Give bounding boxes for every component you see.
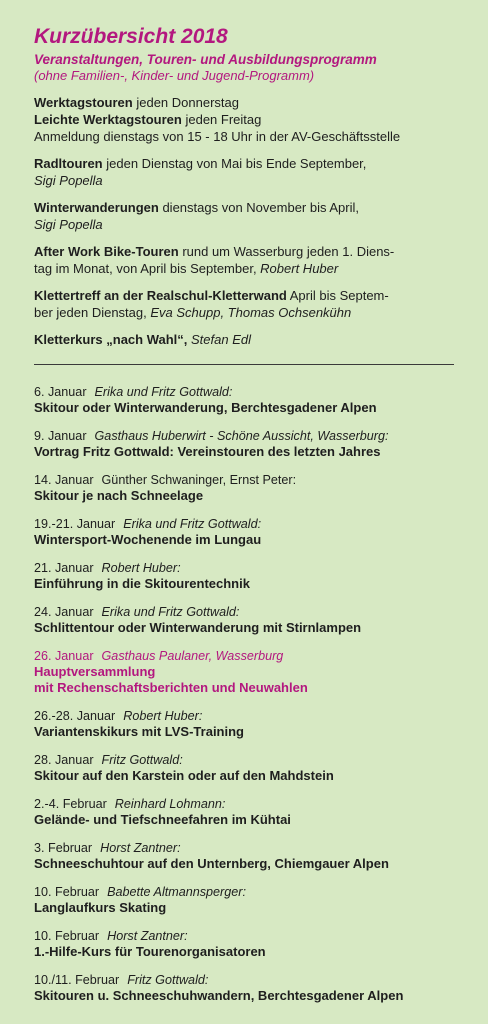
easy-weekday-tours-label: Leichte Werktagstouren (34, 112, 182, 127)
event-item (34, 605, 460, 636)
afterwork-bike-text: rund um Wasserburg jeden 1. Diens- (178, 244, 395, 259)
event-title: Skitouren u. Schneeschuhwandern, Berchtesgadener Alpen (34, 988, 404, 1003)
page-subtitle: Veranstaltungen, Touren- und Ausbildungsprogramm (34, 52, 377, 67)
event-organizer: Erika und Fritz Gottwald: (101, 605, 240, 619)
event-item (34, 753, 460, 784)
event-date: 9. Januar (34, 429, 87, 443)
event-title: 1.-Hilfe-Kurs für Tourenorganisatoren (34, 944, 266, 959)
climbing-course-label: Kletterkurs „nach Wahl“, (34, 332, 188, 347)
winter-hikes-leader: Sigi Popella (34, 217, 103, 232)
event-organizer: Gasthaus Paulaner, Wasserburg (101, 649, 284, 663)
event-date: 26. Januar (34, 649, 94, 663)
climbing-meet-text2: ber jeden Dienstag, (34, 305, 151, 320)
event-title: Einführung in die Skitourentechnik (34, 576, 250, 591)
event-date: 10./11. Februar (34, 973, 120, 987)
climbing-meet-label: Klettertreff an der Realschul-Kletterwand (34, 288, 287, 303)
section-divider (34, 364, 454, 365)
afterwork-bike-block (34, 243, 460, 277)
event-title: Langlaufkurs Skating (34, 900, 167, 915)
page-subnote: (ohne Familien-, Kinder- und Jugend-Programm) (34, 68, 315, 83)
easy-weekday-tours-text: jeden Freitag (181, 112, 262, 127)
bike-tours-block (34, 155, 460, 189)
registration-text: Anmeldung dienstags von 15 - 18 Uhr in der AV-Geschäftsstelle (34, 129, 401, 144)
bike-tours-text: jeden Dienstag von Mai bis Ende September, (102, 156, 367, 171)
event-date: 10. Februar (34, 929, 100, 943)
event-item (34, 973, 460, 1004)
event-organizer: Erika und Fritz Gottwald: (123, 517, 262, 531)
climbing-meet-text: April bis Septem- (286, 288, 389, 303)
event-title: Wintersport-Wochenende im Lungau (34, 532, 262, 547)
climbing-meet-leader: Eva Schupp, Thomas Ochsenkühn (150, 305, 352, 320)
event-organizer: Fritz Gottwald: (101, 753, 183, 767)
event-title: Schneeschuhtour auf den Unternberg, Chiemgauer Alpen (34, 856, 389, 871)
event-item (34, 385, 460, 416)
event-organizer: Babette Altmannsperger: (107, 885, 246, 899)
event-date: 19.-21. Januar (34, 517, 116, 531)
event-organizer: Gasthaus Huberwirt - Schöne Aussicht, Wasserburg: (94, 429, 389, 443)
weekday-tours-label: Werktagstouren (34, 95, 133, 110)
event-item (34, 561, 460, 592)
event-organizer: Robert Huber: (101, 561, 181, 575)
event-date: 14. Januar (34, 473, 94, 487)
event-item (34, 841, 460, 872)
weekday-tours-block (34, 94, 460, 145)
event-title: Skitour je nach Schneelage (34, 488, 204, 503)
event-organizer: Horst Zantner: (107, 929, 188, 943)
winter-hikes-label: Winterwanderungen (34, 200, 159, 215)
bike-tours-label: Radltouren (34, 156, 103, 171)
event-title-line2: mit Rechenschaftsberichten und Neuwahlen (34, 680, 308, 695)
afterwork-bike-leader: Robert Huber (260, 261, 339, 276)
event-date: 21. Januar (34, 561, 94, 575)
event-organizer: Günther Schwaninger, Ernst Peter: (101, 473, 297, 487)
event-date: 3. Februar (34, 841, 93, 855)
event-item (34, 517, 460, 548)
event-date: 26.-28. Januar (34, 709, 116, 723)
event-title: Vortrag Fritz Gottwald: Vereinstouren des letzten Jahres (34, 444, 381, 459)
winter-hikes-text: dienstags von November bis April, (158, 200, 359, 215)
climbing-course-leader: Stefan Edl (187, 332, 251, 347)
event-title: Skitour auf den Karstein oder auf den Mahdstein (34, 768, 334, 783)
climbing-course-block (34, 331, 460, 348)
event-item (34, 885, 460, 916)
event-date: 2.-4. Februar (34, 797, 107, 811)
winter-hikes-block (34, 199, 460, 233)
event-item-highlight (34, 649, 460, 696)
event-organizer: Reinhard Lohmann: (114, 797, 226, 811)
event-date: 24. Januar (34, 605, 94, 619)
event-title: Variantenskikurs mit LVS-Training (34, 724, 244, 739)
climbing-meet-block (34, 287, 460, 321)
event-title: Schlittentour oder Winterwanderung mit Stirnlampen (34, 620, 362, 635)
event-item (34, 797, 460, 828)
afterwork-bike-label: After Work Bike-Touren (34, 244, 179, 259)
bike-tours-leader: Sigi Popella (34, 173, 103, 188)
page-title: Kurzübersicht 2018 (34, 25, 228, 48)
event-date: 28. Januar (34, 753, 94, 767)
afterwork-bike-text2: tag im Monat, von April bis September, (34, 261, 261, 276)
event-organizer: Erika und Fritz Gottwald: (94, 385, 233, 399)
event-organizer: Fritz Gottwald: (127, 973, 209, 987)
event-item (34, 929, 460, 960)
event-item (34, 473, 460, 504)
weekday-tours-text: jeden Donnerstag (132, 95, 239, 110)
event-item (34, 429, 460, 460)
event-date: 6. Januar (34, 385, 87, 399)
event-organizer: Robert Huber: (123, 709, 203, 723)
event-title: Gelände- und Tiefschneefahren im Kühtai (34, 812, 291, 827)
event-title: Skitour oder Winterwanderung, Berchtesgadener Alpen (34, 400, 377, 415)
event-item (34, 709, 460, 740)
event-organizer: Horst Zantner: (100, 841, 181, 855)
event-title: Hauptversammlung (34, 664, 156, 679)
event-list (34, 385, 460, 1004)
event-date: 10. Februar (34, 885, 100, 899)
